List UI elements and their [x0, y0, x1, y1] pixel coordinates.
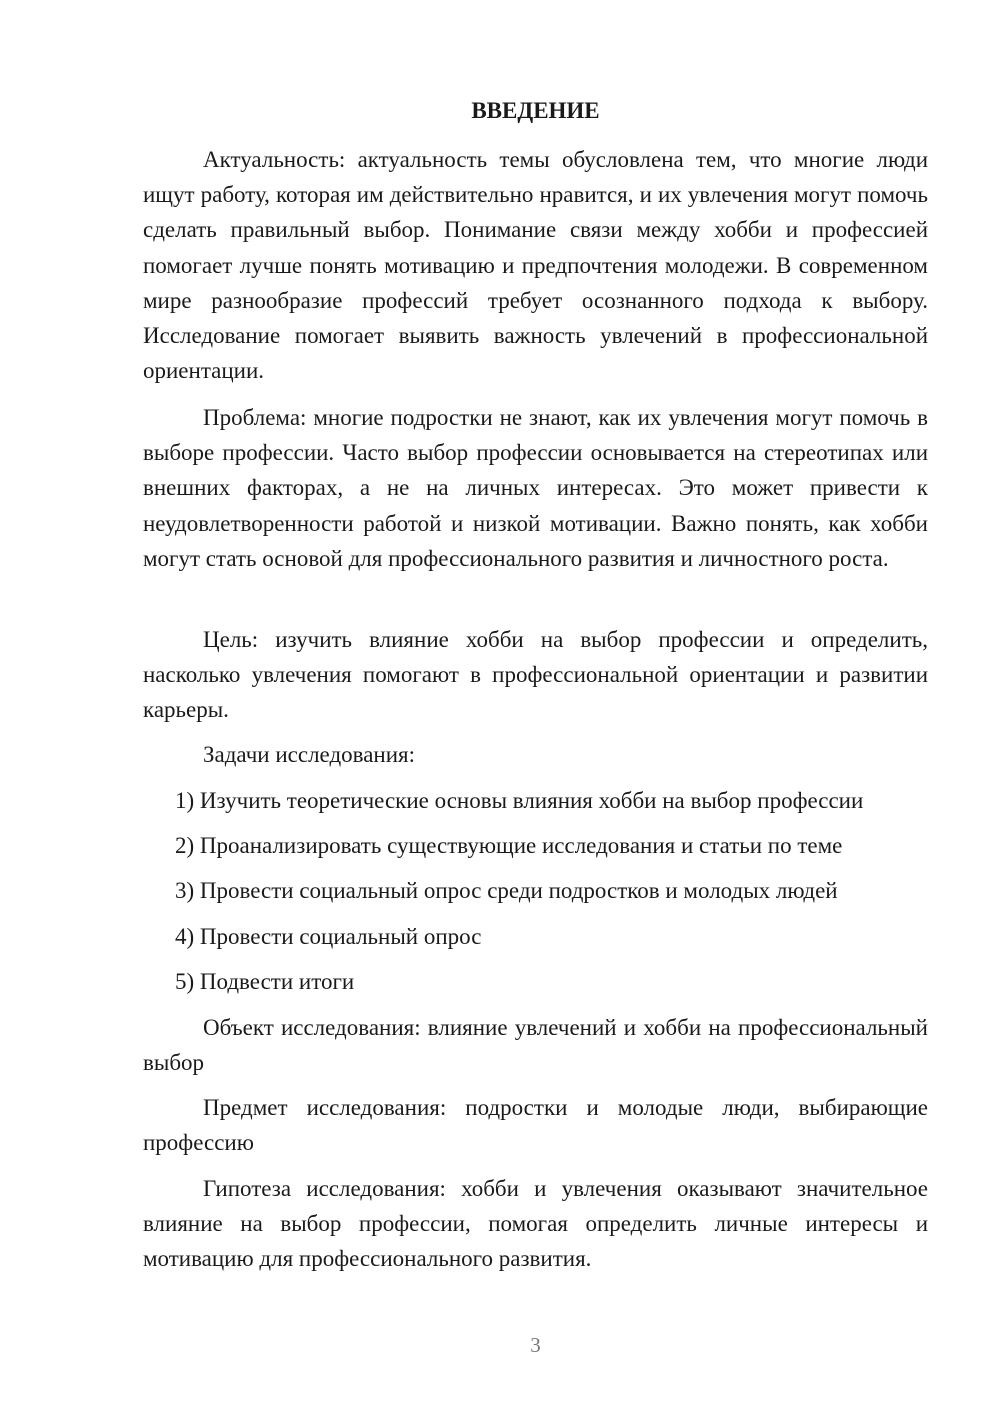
subject-paragraph: Предмет исследования: подростки и молодые люди, выбирающие профессию	[143, 1095, 928, 1156]
goal-paragraph: Цель: изучить влияние хобби на выбор профессии и определить, насколько увлечения помогают в профессиональной ориентации и развитии карьеры.	[143, 627, 928, 723]
task-item: 1) Изучить теоретические основы влияния хобби на выбор профессии	[175, 788, 864, 813]
object-paragraph: Объект исследования: влияние увлечений и хобби на профессиональный выбор	[143, 1015, 928, 1076]
page-number: 3	[530, 1333, 541, 1357]
tasks-heading: Задачи исследования:	[203, 742, 416, 767]
task-item: 5) Подвести итоги	[175, 969, 355, 994]
document-page	[143, 0, 928, 1414]
task-item: 4) Провести социальный опрос	[175, 924, 482, 949]
problem-paragraph: Проблема: многие подростки не знают, как их увлечения могут помочь в выборе профессии. Часто выбор профессии основывается на стереотипах или внешних факторах, а не на личных интересах. Это может привести к неудовлетворенности работой и низкой мотивации. Важно понять, как хобби могут стать основой для профессионального развития и личностного роста.	[143, 405, 928, 571]
task-item: 3) Провести социальный опрос среди подростков и молодых людей	[175, 878, 838, 903]
page-title: ВВЕДЕНИЕ	[471, 98, 600, 123]
task-item: 2) Проанализировать существующие исследования и статьи по теме	[175, 833, 843, 858]
hypothesis-paragraph: Гипотеза исследования: хобби и увлечения оказывают значительное влияние на выбор профессии, помогая определить личные интересы и мотивацию для профессионального развития.	[143, 1176, 928, 1272]
relevance-paragraph: Актуальность: актуальность темы обусловлена тем, что многие люди ищут работу, которая им действительно нравится, и их увлечения могут помочь сделать правильный выбор. Понимание связи между хобби и профессией помогает лучше понять мотивацию и предпочтения молодежи. В современном мире разнообразие профессий требует осознанного подхода к выбору. Исследование помогает выявить важность увлечений в профессиональной ориентации.	[143, 147, 928, 384]
